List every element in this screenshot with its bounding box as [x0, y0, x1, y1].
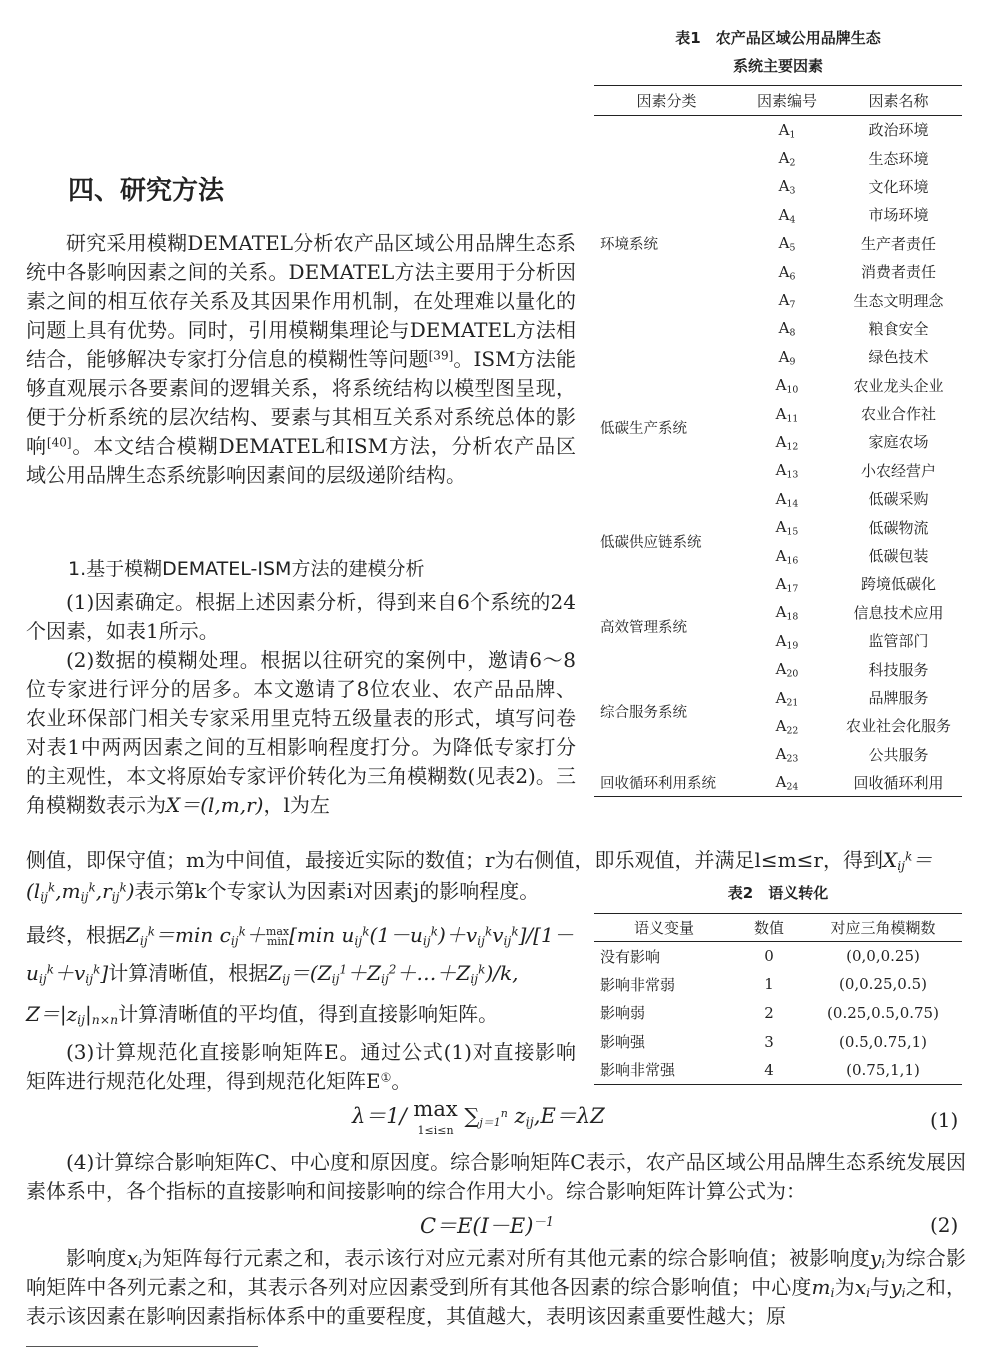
step2-paragraph-c	[26, 846, 966, 875]
factor-code-number: 7	[789, 299, 796, 311]
table1-code-cell	[739, 570, 835, 598]
table2-variable-cell: 影响非常强	[600, 1061, 676, 1080]
factor-code-letter: A	[778, 234, 790, 253]
table2-header-variable: 语义变量	[633, 919, 694, 937]
table1-row	[594, 598, 962, 626]
table1-name-cell: 生态环境	[868, 149, 929, 168]
step2-text-b: ，l为左	[263, 793, 330, 817]
table1-header-name: 因素名称	[868, 92, 929, 110]
factor-code-number: 18	[786, 611, 799, 623]
factor-code-number: 12	[786, 441, 799, 453]
table1-name-cell: 政治环境	[868, 121, 929, 140]
factor-code-letter: A	[778, 120, 790, 139]
table1-code-cell	[739, 172, 835, 200]
table1-name-cell: 生态文明理念	[853, 291, 944, 310]
table2-row	[594, 1027, 962, 1056]
y-i-2: $y_i$	[890, 1275, 906, 1301]
equation-2-body: C＝E(I－E)	[420, 1214, 534, 1238]
table2-header-fuzzy: 对应三角模糊数	[830, 919, 936, 937]
last-text-c: 为综合影响矩阵中各列元素之和，其表示各列对应因素受到所有其他各因素的综合影响值；中心度	[26, 1246, 967, 1299]
step3-paragraph	[26, 1038, 576, 1096]
last-text-d: 为	[834, 1275, 855, 1299]
table2-caption: 表2 语义转化	[727, 884, 829, 902]
factor-code-letter: A	[775, 518, 787, 537]
table2-fuzzy-cell: (0.5,0.75,1)	[838, 1032, 928, 1051]
table2-fuzzy-cell: (0.75,1,1)	[846, 1060, 920, 1079]
factor-code-number: 22	[786, 725, 799, 737]
table2-row	[594, 942, 962, 971]
factor-code-number: 11	[786, 412, 799, 424]
factor-code-letter: A	[775, 546, 787, 565]
subsection-title: 1.基于模糊DEMATEL-ISM方法的建模分析	[68, 558, 425, 580]
table1-name-cell: 生产者责任	[860, 234, 936, 253]
step2-xijk: $X_{ij}^k=$	[882, 848, 933, 874]
table1-row	[594, 655, 962, 683]
table1-code-cell	[739, 768, 835, 796]
table1-code-cell	[739, 343, 835, 371]
table1-header-row	[594, 86, 962, 116]
table1-caption	[594, 24, 962, 80]
table1-name-cell: 粮食安全	[868, 319, 929, 338]
step2-paragraph-a	[26, 646, 576, 820]
step2-zijk-formula: $Z_{ij}^k=\min$ $c_{ij}^k+\max$ min[min $u_{ij}^k(1-u_{ij}^k)+v_{ij}^kv_{ij}^k]/[1-$	[126, 923, 574, 949]
step4-paragraph: (4)计算综合影响矩阵C、中心度和原因度。综合影响矩阵C表示，农产品区域公用品牌生态系统发展因素体系中，各个指标的直接影响和间接影响的综合作用大小。综合影响矩阵计算公式为：	[26, 1150, 966, 1203]
factor-code-letter: A	[778, 262, 790, 281]
step2-text-e: 最终，根据	[26, 923, 126, 947]
table1-row	[594, 485, 962, 513]
step2-fuzzy-x: X＝(l,m,r)	[166, 793, 264, 817]
table1-category-cell: 高效管理系统	[600, 620, 687, 637]
factor-code-number: 23	[786, 753, 799, 765]
step1-paragraph: (1)因素确定。根据上述因素分析，得到来自6个系统的24个因素，如表1所示。	[26, 590, 576, 643]
equation-2	[420, 1210, 554, 1240]
table1-code-cell	[739, 456, 835, 484]
factor-code-number: 17	[786, 583, 799, 595]
table2-variable-cell: 影响强	[600, 1033, 646, 1052]
factor-code-number: 24	[786, 781, 799, 793]
table1-name-cell: 公共服务	[868, 745, 929, 764]
citation-40: [40]	[46, 435, 72, 450]
table1-name-cell: 科技服务	[868, 660, 929, 679]
step2-formula-cont: $u_{ij}^k+v_{ij}^k$]	[26, 961, 109, 987]
factor-code-letter: A	[775, 660, 787, 679]
factor-code-letter: A	[775, 489, 787, 508]
equation-1: λ＝1/ max 1≤i≤n $\sum_{j=1}^n$ $z_{ij},E=\lambda Z$	[352, 1097, 605, 1137]
table1-name-cell: 市场环境	[868, 206, 929, 225]
table1-row	[594, 768, 962, 796]
table1-caption-line1: 表1 农产品区域公用品牌生态	[675, 29, 881, 47]
table1-code-cell	[739, 485, 835, 513]
table1-name-cell: 家庭农场	[868, 433, 929, 452]
table1-name-cell: 跨境低碳化	[860, 575, 936, 594]
factor-code-letter: A	[775, 574, 787, 593]
factor-code-number: 15	[786, 526, 799, 538]
table2-variable-cell: 影响弱	[600, 1004, 646, 1023]
table1-name-cell: 低碳采购	[868, 490, 929, 509]
factor-code-number: 14	[786, 498, 799, 510]
table1-name-cell: 农业社会化服务	[845, 717, 951, 736]
factor-code-number: 19	[786, 640, 799, 652]
section-title: 四、研究方法	[68, 176, 225, 206]
factor-code-letter: A	[775, 603, 787, 622]
table2-variable-cell: 没有影响	[600, 947, 661, 966]
table2-header-value: 数值	[753, 919, 784, 937]
step2-paragraph-d	[26, 877, 586, 906]
factor-code-letter: A	[778, 319, 790, 338]
table2-row	[594, 970, 962, 999]
factor-code-number: 20	[786, 668, 799, 680]
step2-formula-line2	[26, 959, 586, 988]
citation-39: [39]	[428, 348, 454, 363]
last-text-e: 与	[870, 1275, 891, 1299]
footnote-divider	[26, 1346, 258, 1347]
factor-code-number: 6	[789, 270, 796, 282]
table1-name-cell: 低碳物流	[868, 518, 929, 537]
step2-text-c: 侧值，即保守值；m为中间值，最接近实际的数值；r为右侧值，即乐观值，并满足l≤m≤r，得到	[26, 848, 883, 872]
x-i: $x_i$	[126, 1246, 142, 1272]
table1-name-cell: 小农经营户	[860, 461, 936, 480]
step2-z-matrix: $Z=|z_{ij}|_{n\times n}$	[26, 1002, 119, 1028]
table1-code-cell	[739, 314, 835, 342]
table1-code-cell	[739, 229, 835, 257]
table1-category-cell: 低碳供应链系统	[600, 534, 702, 551]
factor-code-number: 16	[786, 554, 799, 566]
table2-body	[594, 942, 962, 1085]
step3-text-a: (3)计算规范化直接影响矩阵E。通过公式(1)对直接影响矩阵进行规范化处理，得到规范化矩阵E	[26, 1040, 576, 1093]
factor-code-number: 1	[789, 129, 796, 141]
table1-code-cell	[739, 286, 835, 314]
table1-code-cell	[739, 712, 835, 740]
table2-fuzzy-cell: (0,0.25,0.5)	[838, 975, 928, 994]
table1-code-cell	[739, 513, 835, 541]
table1-code-cell	[739, 541, 835, 569]
factor-code-letter: A	[775, 745, 787, 764]
last-text-f: 之和，表示该因素在影响因素指标体系中的重要程度，其值越大，表明该因素重要性越大；原	[26, 1275, 967, 1328]
table1-name-cell: 信息技术应用	[853, 603, 944, 622]
factor-code-number: 3	[789, 185, 796, 197]
table1-code-cell	[739, 740, 835, 768]
factor-code-letter: A	[778, 347, 790, 366]
table1-code-cell	[739, 371, 835, 399]
y-i: $y_i$	[869, 1246, 886, 1272]
factor-code-letter: A	[775, 688, 787, 707]
intro-text-a: 研究采用模糊DEMATEL分析农产品区域公用品牌生态系统中各影响因素之间的关系。DEMATEL方法主要用于分析因素之间的相互依存关系及其因果作用机制，在处理难以量化的问题上具有优势。同时，引用模糊集理论与DEMATEL方法相结合，能够解决专家打分信息的模糊性等问题	[26, 231, 576, 371]
intro-paragraph	[26, 229, 576, 490]
factor-code-letter: A	[778, 177, 790, 196]
factor-code-number: 5	[789, 242, 796, 254]
table2-fuzzy-cell: (0.25,0.5,0.75)	[827, 1003, 939, 1022]
step2-text-f: 计算清晰值，根据	[108, 961, 269, 985]
factor-code-letter: A	[778, 205, 790, 224]
factor-code-letter: A	[775, 461, 787, 480]
table1-category-cell: 低碳生产系统	[600, 421, 687, 438]
table1-header-code: 因素编号	[756, 92, 817, 110]
table2	[594, 913, 962, 1085]
table1-code-cell	[739, 116, 835, 144]
m-i: $m_i$	[811, 1275, 835, 1301]
table1-code-cell	[739, 399, 835, 427]
factor-code-number: 10	[786, 384, 799, 396]
table1-name-cell: 消费者责任	[860, 263, 936, 282]
table1-category-cell: 综合服务系统	[600, 705, 687, 722]
footnote-marker: ①	[380, 1070, 392, 1085]
step2-text-a: (2)数据的模糊处理。根据以往研究的案例中，邀请6～8位专家进行评分的居多。本文邀请了8位农业、农产品品牌、农业环保部门相关专家采用里克特五级量表的形式，填写问卷对表1中两两因素之间的互相影响程度打分。为降低专家打分的主观性，本文将原始专家评价转化为三角模糊数(见表2)。三角模糊数表示为	[26, 648, 576, 817]
factor-code-letter: A	[775, 773, 787, 792]
table2-variable-cell: 影响非常弱	[600, 975, 676, 994]
table1-row	[594, 371, 962, 399]
table1-code-cell	[739, 655, 835, 683]
table1-category-cell: 回收循环利用系统	[600, 775, 716, 792]
intro-text-b: 。ISM方法能够直观展示各要素间的逻辑关系，将系统结构以模型图呈现，便于分析系统的层次结构、要素与其相互关系对系统总体的影响	[26, 347, 576, 458]
step2-triple: $(l_{ij}^k,m_{ij}^k,r_{ij}^k)$	[26, 879, 135, 905]
factor-code-letter: A	[775, 404, 787, 423]
step2-text-d: 表示第k个专家认为因素i对因素j的影响程度。	[134, 879, 540, 903]
step2-formula-line	[26, 921, 586, 950]
equation-2-sup: －1	[533, 1214, 555, 1230]
step2-text-g: 计算清晰值的平均值，得到直接影响矩阵。	[118, 1002, 499, 1026]
last-text-b: 为矩阵每行元素之和，表示该行对应元素对所有其他元素的综合影响值；被影响度	[141, 1246, 870, 1270]
table1-code-cell	[739, 598, 835, 626]
intro-text-c: 。本文结合模糊DEMATEL和ISM方法，分析农产品区域公用品牌生态系统影响因素间的层级递阶结构。	[26, 434, 577, 487]
table1-code-cell	[739, 257, 835, 285]
table2-value-cell: 3	[764, 1032, 774, 1051]
factor-code-number: 21	[786, 696, 799, 708]
x-i-2: $x_i$	[854, 1275, 871, 1301]
factor-code-number: 4	[789, 214, 796, 226]
factor-code-number: 9	[789, 356, 796, 368]
table2-value-cell: 4	[764, 1060, 774, 1079]
table2-row	[594, 1056, 962, 1085]
factor-code-letter: A	[775, 432, 787, 451]
table1-name-cell: 回收循环利用	[853, 773, 944, 792]
factor-code-letter: A	[778, 149, 790, 168]
table1-code-cell	[739, 201, 835, 229]
table1-header-category: 因素分类	[636, 92, 697, 110]
table1-code-cell	[739, 428, 835, 456]
table1-name-cell: 绿色技术	[868, 348, 929, 367]
step2-zij-formula: $Z_{ij}=(Z_{ij}^1+Z_{ij}^2+\dots+Z_{ij}^k)/k$,	[268, 961, 519, 987]
last-paragraph	[26, 1244, 966, 1331]
table1-code-cell	[739, 627, 835, 655]
equation-1-number: (1)	[930, 1108, 959, 1132]
factor-code-number: 13	[786, 469, 799, 481]
table1-category-cell: 环境系统	[600, 237, 658, 253]
table1-name-cell: 低碳包装	[868, 547, 929, 566]
step2-formula-line3	[26, 1000, 586, 1029]
factor-code-letter: A	[778, 291, 790, 310]
table2-value-cell: 0	[764, 947, 774, 966]
table1-code-cell	[739, 683, 835, 711]
table1-name-cell: 文化环境	[868, 177, 929, 196]
factor-code-letter: A	[775, 716, 787, 735]
table1	[594, 85, 962, 797]
factor-code-number: 2	[789, 157, 796, 169]
table2-value-cell: 1	[764, 975, 774, 994]
table2-value-cell: 2	[764, 1003, 774, 1022]
table1-row	[594, 116, 962, 144]
table2-header-row	[594, 914, 962, 942]
table1-name-cell: 农业合作社	[860, 405, 936, 424]
table1-code-cell	[739, 144, 835, 172]
equation-2-number: (2)	[930, 1213, 959, 1237]
table1-name-cell: 品牌服务	[868, 689, 929, 707]
last-text-a: 影响度	[66, 1246, 127, 1270]
factor-code-letter: A	[775, 631, 787, 650]
table1-body	[594, 116, 962, 797]
step3-text-b: 。	[391, 1069, 412, 1093]
factor-code-number: 8	[789, 327, 796, 339]
table1-name-cell: 监管部门	[868, 632, 929, 651]
table2-row	[594, 999, 962, 1028]
factor-code-letter: A	[775, 376, 787, 395]
table1-caption-line2: 系统主要因素	[732, 57, 823, 75]
table2-fuzzy-cell: (0,0,0.25)	[846, 947, 920, 966]
table1-name-cell: 农业龙头企业	[853, 376, 944, 395]
